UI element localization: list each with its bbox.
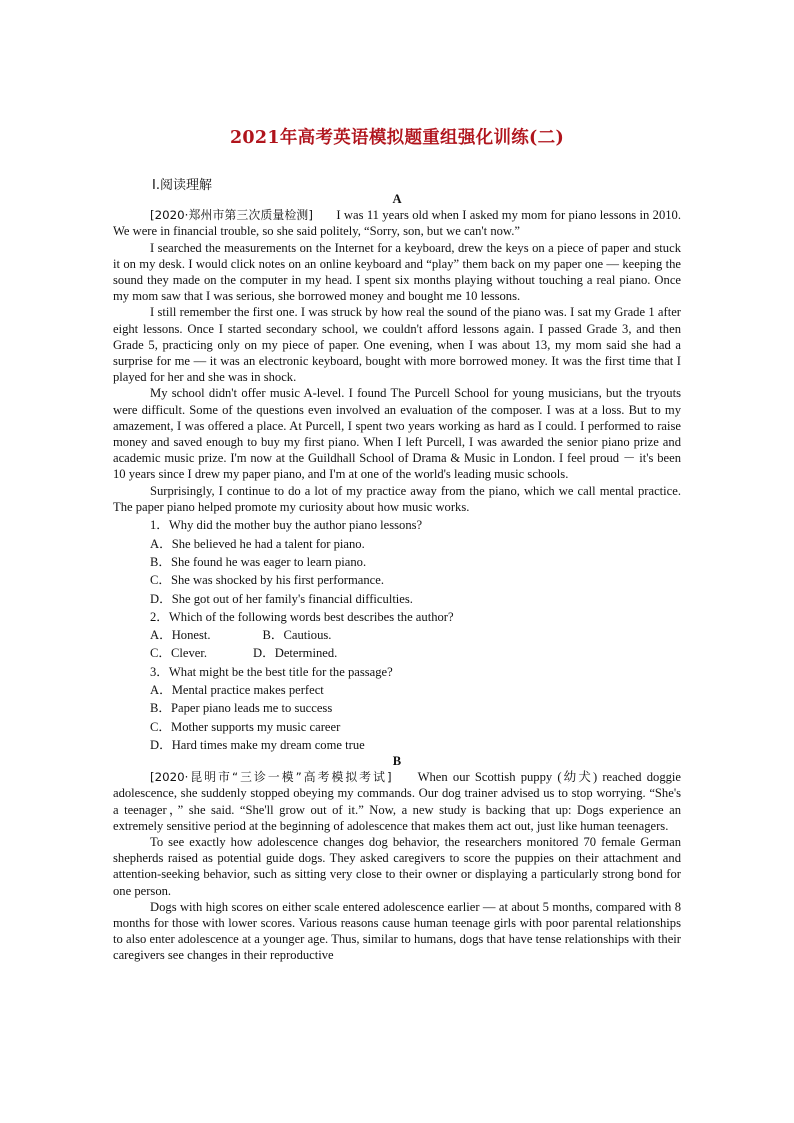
answer-option: C．Clever. — [150, 646, 208, 661]
section-heading: Ⅰ.阅读理解 — [152, 178, 212, 193]
answer-option: A．Mental practice makes perfect — [150, 683, 324, 698]
document-body — [113, 191, 681, 964]
paragraph: To see exactly how adolescence changes dog behavior, the researchers monitored 70 female German shepherds raised as potential guide dogs. They asked caregivers to score the puppies on their attachment and attention-seeking behavior, such as sitting very close to their owner or displaying a particularly strong bond for one person. — [113, 834, 681, 898]
paragraph — [113, 769, 681, 834]
answer-option: D．Determined. — [253, 646, 338, 661]
question-stem: 2．Which of the following words best describes the author? — [150, 609, 454, 624]
answer-option: C．She was shocked by his first performance. — [150, 573, 384, 588]
part-a-label: A — [392, 192, 402, 206]
answer-option: A．Honest. — [150, 628, 211, 643]
answer-option: A．She believed he had a talent for piano. — [150, 536, 365, 551]
paragraph: I searched the measurements on the Internet for a keyboard, drew the keys on a piece of paper and stuck it on my desk. I would click notes on an online keyboard and “play” them back on my paper one — keeping the sound they made on the computer in my head. I spent six months playing without touching a real piano. Once my mom saw that I was serious, she borrowed money and bought me 10 lessons. — [113, 240, 681, 304]
answer-option: D．She got out of her family's financial difficulties. — [150, 591, 413, 606]
source-citation: [2020·昆明市“三诊一模”高考模拟考试] — [150, 770, 392, 785]
answer-option: B．Paper piano leads me to success — [150, 701, 333, 716]
paragraph: Dogs with high scores on either scale entered adolescence earlier — at about 5 months, compared with 8 months for those with lower scores. Various reasons cause human teenage girls with poor parental relationships to also enter adolescence at a younger age. Thus, similar to humans, dogs that have tense relationships with their caregivers see changes in their reproductive — [113, 899, 681, 963]
source-citation: [2020·郑州市第三次质量检测] — [150, 208, 314, 223]
paragraph-text: I was 11 years old when I asked my mom for piano lessons in 2010. We were in financial trouble, so she said politely, “Sorry, son, but we can't now.” — [113, 208, 681, 239]
answer-option: B．She found he was eager to learn piano. — [150, 554, 367, 569]
answer-option-row — [113, 627, 681, 643]
question-stem: 1．Why did the mother buy the author piano lessons? — [150, 518, 423, 533]
question-stem: 3．What might be the best title for the passage? — [150, 664, 393, 679]
paragraph: I still remember the first one. I was struck by how real the sound of the piano was. I sat my Grade 1 after eight lessons. Once I started secondary school, we couldn't afford lessons again. I passed Grade 3, and then Grade 5, practicing only on my piece of paper. One evening, when I was about 13, my mom said she had a surprise for me — it was an electronic keyboard, bought with more borrowed money. It was the first time that I played for her and she was in shock. — [113, 305, 681, 385]
answer-option: B．Cautious. — [262, 628, 332, 643]
paragraph-text: When our Scottish puppy (幼犬) reached doggie adolescence, she suddenly stopped obeying my commands. Our dog trainer advised us to stop worrying. “She's a teenager，” she said. “She'll grow out of it.” Now, a new study is backing that up: Dogs experience an extremely sensitive period at the beginning of adolescence that makes them act out, just like human teenagers. — [113, 770, 681, 833]
paragraph — [113, 207, 681, 239]
answer-option: C．Mother supports my music career — [150, 719, 341, 734]
document-title: 2021年高考英语模拟题重组强化训练(二) — [229, 128, 565, 148]
answer-option: D．Hard times make my dream come true — [150, 737, 365, 752]
paragraph: Surprisingly, I continue to do a lot of my practice away from the piano, which we call mental practice. The paper piano helped promote my curiosity about how music works. — [113, 483, 681, 514]
paragraph: My school didn't offer music A-level. I found The Purcell School for young musicians, but the tryouts were difficult. Some of the questions even involved an evaluation of the composer. I was at a loss. But to my amazement, I was offered a place. At Purcell, I spent two years working as hard as I could. I performed to raise money and saved enough to buy my first piano. When I left Purcell, I was awarded the senior piano prize and academic music prize. I'm now at the Guildhall School of Drama & Music in London. I feel proud － it's been 10 years since I drew my paper piano, and I'm at one of the world's leading music schools. — [113, 386, 681, 482]
answer-option-row — [113, 645, 681, 661]
part-b-label: B — [392, 753, 402, 768]
